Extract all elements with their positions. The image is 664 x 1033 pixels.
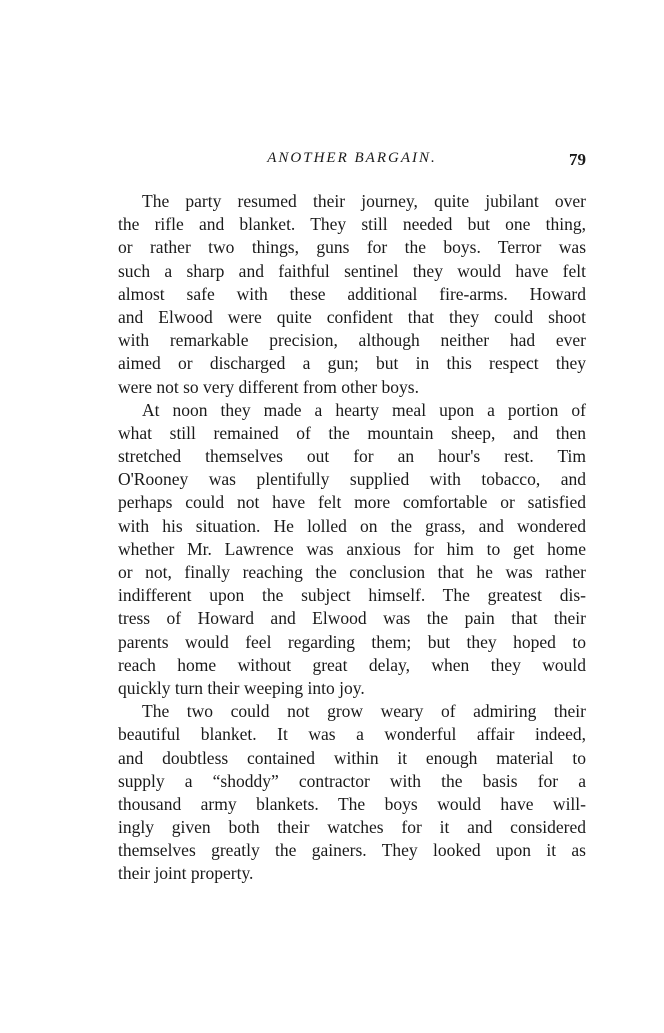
text-line: ingly given both their watches for it and considered [118,817,586,838]
text-line: or rather two things, guns for the boys. Terror was [118,237,586,258]
text-line: tress of Howard and Elwood was the pain that their [118,608,586,629]
text-line: indifferent upon the subject himself. The greatest dis- [118,585,586,606]
text-line: thousand army blankets. The boys would have will- [118,793,586,814]
text-line: were not so very different from other boys. [118,376,419,397]
text-line: with his situation. He lolled on the grass, and wondered [118,515,586,536]
text-line: with remarkable precision, although neither had ever [118,330,586,351]
text-line: the rifle and blanket. They still needed but one thing, [118,214,586,235]
paragraph-3 [118,700,586,886]
text-line: perhaps could not have felt more comfortable or satisfied [118,492,586,513]
text-line: almost safe with these additional fire-arms. Howard [118,283,586,304]
text-line: their joint property. [118,863,254,884]
text-line: The party resumed their journey, quite jubilant over [142,191,586,211]
body-text [118,190,586,886]
text-line: stretched themselves out for an hour's rest. Tim [118,446,586,467]
paragraph-1 [118,190,586,399]
paragraph-2 [118,399,586,700]
text-line: reach home without great delay, when they would [118,654,586,675]
text-line: and doubtless contained within it enough material to [118,747,586,768]
text-line: The two could not grow weary of admiring their [142,701,586,722]
text-line: whether Mr. Lawrence was anxious for him to get home [118,538,586,559]
text-line: beautiful blanket. It was a wonderful affair indeed, [118,724,586,745]
chapter-title: ANOTHER BARGAIN. [267,150,437,166]
text-line: parents would feel regarding them; but they hoped to [118,631,586,652]
text-line: quickly turn their weeping into joy. [118,677,365,698]
text-line: or not, finally reaching the conclusion that he was rather [118,562,586,582]
running-head [118,150,586,174]
text-line: supply a “shoddy” contractor with the basis for a [118,770,586,791]
text-line: such a sharp and faithful sentinel they would have felt [118,260,586,281]
text-line: O'Rooney was plentifully supplied with tobacco, and [118,469,586,490]
text-line: and Elwood were quite confident that they could shoot [118,306,586,327]
text-line: aimed or discharged a gun; but in this respect they [118,353,586,374]
page-number: 79 [569,150,586,169]
text-line: what still remained of the mountain sheep, and then [118,422,586,443]
text-line: At noon they made a hearty meal upon a portion of [142,399,586,420]
text-line: themselves greatly the gainers. They looked upon it as [118,840,586,861]
